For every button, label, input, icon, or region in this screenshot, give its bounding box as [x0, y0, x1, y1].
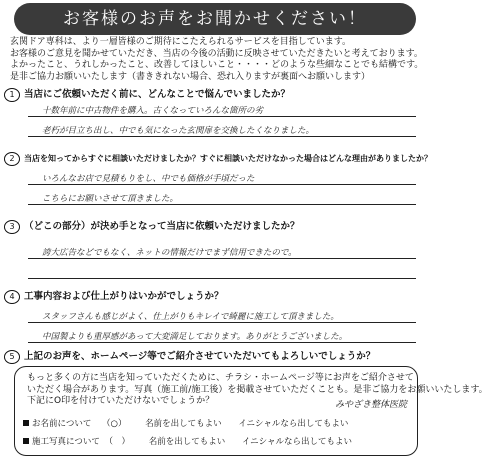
consent-row-photo: 施工写真について （ ） 名前を出してもよい イニシャルなら出してもよい — [23, 435, 352, 447]
handwritten-signature: みやざき整体医院 — [334, 400, 407, 410]
intro-line: 是非ご協力お願いいたします（書ききれない場合、恐れ入りますが裏面へお願いします） — [10, 71, 371, 82]
consent-box — [14, 366, 488, 456]
question-text: 工事内容および仕上がりはいかがでしょうか？ — [24, 291, 224, 302]
consent-line: もっと多くの方に当店を知っていただくために、チラシ・ホームページ等にお声をご紹介させて — [27, 373, 414, 383]
question-number: 2 — [4, 152, 20, 166]
answer-line — [28, 116, 416, 117]
question-5 — [4, 350, 424, 364]
consent-mark[interactable]: （○） — [102, 419, 127, 429]
bullet-square-icon — [23, 420, 29, 426]
answer-text: 誇大広告などでもなく、ネットの情報だけでまず信用できたので。 — [42, 248, 297, 258]
question-text: （どこの部分）が決め手となって当店に依頼いただけましたか？ — [24, 221, 300, 232]
answer-line — [28, 204, 416, 205]
answer-text: 老朽が目立ち出し、中でも気になった玄関扉を交換したくなりました。 — [42, 126, 315, 136]
question-number: 3 — [4, 220, 20, 234]
question-2 — [4, 152, 432, 212]
banner-title: お客様のお声をお聞かせください！ — [63, 9, 367, 29]
intro-line: お客様のご意見を聞かせていただき、当店の今後の活動に反映させていただきたいと考えております。 — [10, 48, 423, 59]
question-number: 4 — [4, 290, 20, 304]
answer-line — [28, 278, 416, 279]
answer-line — [28, 136, 416, 137]
page-banner — [14, 3, 416, 35]
question-text: 当店を知ってからすぐに相談いただけましたか？すぐに相談いただけなかった場合はどんな理由がありましたか？ — [24, 154, 432, 163]
answer-text: いろんなお店で見積もりをし、中でも価格が手頃だった — [42, 174, 255, 184]
consent-text — [27, 373, 488, 408]
question-number: 1 — [4, 88, 20, 102]
bullet-square-icon — [23, 438, 29, 444]
intro-text — [10, 37, 422, 83]
question-1 — [4, 88, 424, 148]
answer-line — [28, 342, 416, 343]
answer-line — [28, 258, 416, 259]
question-number: 5 — [4, 350, 20, 364]
consent-row-name: お名前について （○） 名前を出してもよい イニシャルなら出してもよい — [23, 417, 348, 429]
question-text: 上記のお声を、ホームページ等でご紹介させていただいてもよろしいでしょうか？ — [24, 351, 376, 362]
consent-mark[interactable]: （ ） — [104, 437, 131, 447]
answer-text: こちらにお願いさせて頂きました。 — [42, 194, 179, 204]
answer-line — [28, 322, 416, 323]
question-text: 当店にご依頼いただく前に、どんなことで悩んでいましたか？ — [24, 89, 291, 100]
answer-text: 中国製よりも重厚感があって大変満足しております。ありがとうございました。 — [42, 332, 348, 342]
answer-line — [28, 184, 416, 185]
consent-line: いただく場合があります。写真（施工前/施工後）を掲載させていただくことも。是非ご協力をお願いいたします。 — [27, 384, 488, 395]
answer-text: 十数年前に中古物件を購入。古くなっていろんな箇所の劣 — [42, 106, 264, 116]
intro-line: よかったこと、うれしかったこと、改善してほしいこと・・・・どのような些細なことでも結構です。 — [10, 60, 424, 70]
intro-line: 玄関ドア専科は、より一層皆様のご期待にこたえられるサービスを目指しています。 — [10, 37, 352, 47]
question-3 — [4, 220, 424, 285]
consent-line: 下記にO印を付けていただけないでしょうか？ — [27, 396, 215, 406]
answer-text: スタッフさんも感じがよく、仕上がりもキレイで綺麗に施工して頂きました。 — [42, 312, 339, 322]
question-4 — [4, 290, 424, 352]
